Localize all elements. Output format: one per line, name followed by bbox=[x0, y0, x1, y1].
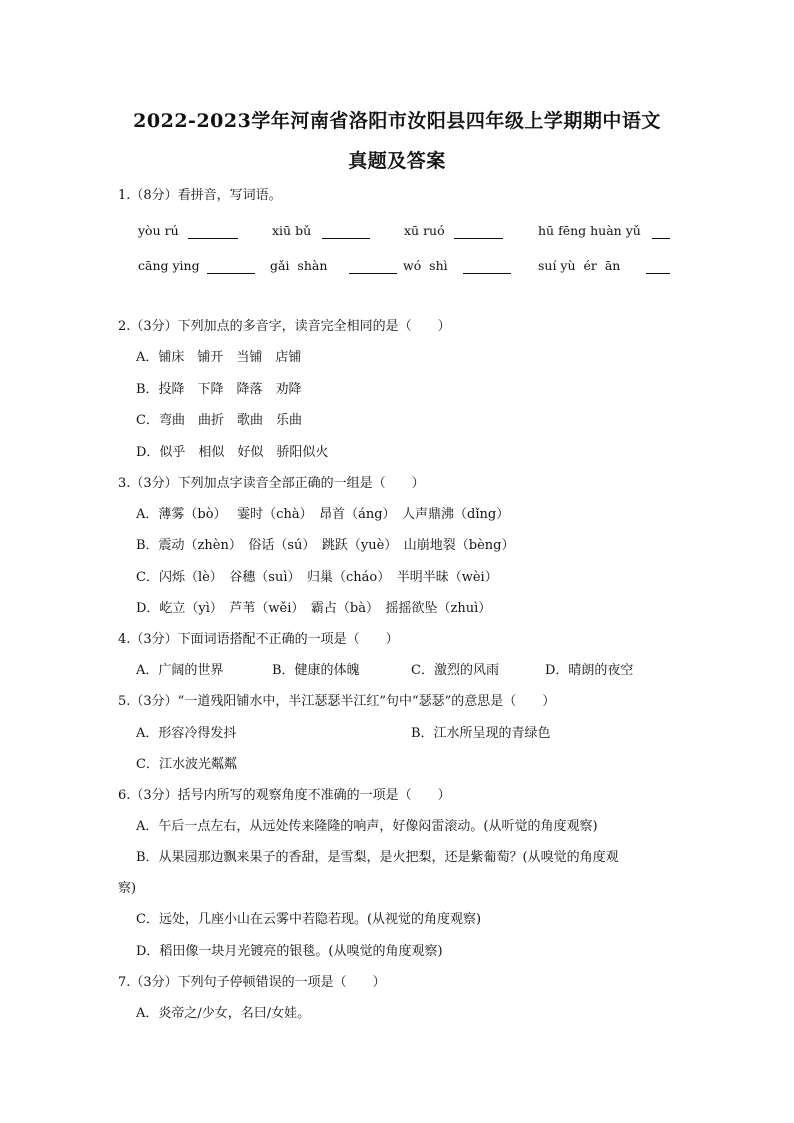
option-a[interactable]: A．薄雾（bò） 霎时（chà） 昂首（áng） 人声鼎沸（dǐng） bbox=[136, 507, 510, 522]
option-b[interactable]: B．震动（zhèn） 俗话（sú） 跳跃（yuè） 山崩地裂（bèng） bbox=[136, 538, 515, 553]
pinyin: xū ruó bbox=[404, 223, 445, 238]
option-b-continued: 察) bbox=[118, 881, 137, 896]
question-1-stem: 1.（8分）看拼音，写词语。 bbox=[118, 188, 282, 203]
answer-blank[interactable] bbox=[322, 226, 370, 239]
option-a[interactable]: A．午后一点左右，从远处传来隆隆的响声，好像闷雷滚动。(从听觉的角度观察) bbox=[136, 819, 598, 834]
answer-blank[interactable] bbox=[454, 226, 503, 239]
option-c[interactable]: C．弯曲 曲折 歌曲 乐曲 bbox=[136, 413, 302, 428]
answer-blank[interactable] bbox=[646, 261, 670, 274]
pinyin: cāng ying bbox=[138, 258, 200, 273]
option-a[interactable]: A．形容冷得发抖 bbox=[136, 726, 237, 741]
option-b[interactable]: B．江水所呈现的青绿色 bbox=[411, 726, 551, 741]
option-d[interactable]: D．似乎 相似 好似 骄阳似火 bbox=[136, 445, 329, 460]
question-6-stem: 6.（3分）括号内所写的观察角度不准确的一项是（ ） bbox=[118, 788, 451, 803]
question-5-stem: 5.（3分）“一道残阳铺水中，半江瑟瑟半江红”句中“瑟瑟”的意思是（ ） bbox=[118, 694, 556, 709]
pinyin: xiū bǔ bbox=[272, 223, 312, 238]
option-c[interactable]: C．闪烁（lè） 谷穗（suì） 归巢（cháo） 半明半昧（wèi） bbox=[136, 570, 498, 585]
option-d[interactable]: D．屹立（yì） 芦苇（wěi） 霸占（bà） 摇摇欲坠（zhuì） bbox=[136, 601, 492, 616]
answer-blank[interactable] bbox=[188, 226, 238, 239]
option-c[interactable]: C．激烈的风雨 bbox=[411, 663, 499, 678]
option-a[interactable]: A．广阔的世界 bbox=[136, 663, 224, 678]
option-b[interactable]: B．健康的体魄 bbox=[272, 663, 360, 678]
question-4-stem: 4.（3分）下面词语搭配不正确的一项是（ ） bbox=[118, 632, 399, 647]
option-b[interactable]: B．从果园那边飘来果子的香甜，是雪梨，是火把梨，还是紫葡萄？(从嗅觉的角度观 bbox=[136, 850, 619, 865]
option-c[interactable]: C．远处，几座小山在云雾中若隐若现。(从视觉的角度观察) bbox=[136, 912, 482, 927]
option-d[interactable]: D．稻田像一块月光镀亮的银毯。(从嗅觉的角度观察) bbox=[136, 944, 443, 959]
document-title-line2: 真题及答案 bbox=[348, 150, 446, 172]
option-a[interactable]: A．铺床 铺开 当铺 店铺 bbox=[136, 350, 302, 365]
option-c[interactable]: C．江水波光粼粼 bbox=[136, 757, 237, 772]
pinyin: wó shì bbox=[403, 258, 448, 273]
question-3-stem: 3.（3分）下列加点字读音全部正确的一组是（ ） bbox=[118, 476, 425, 491]
question-7-stem: 7.（3分）下列句子停顿错误的一项是（ ） bbox=[118, 975, 386, 990]
pinyin: hū fēng huàn yǔ bbox=[538, 223, 641, 238]
answer-blank[interactable] bbox=[349, 261, 397, 274]
option-d[interactable]: D．晴朗的夜空 bbox=[545, 663, 634, 678]
option-b[interactable]: B．投降 下降 降落 劝降 bbox=[136, 382, 302, 397]
pinyin: gǎi shàn bbox=[270, 258, 328, 273]
document-title: 2022-2023学年河南省洛阳市汝阳县四年级上学期期中语文 bbox=[133, 110, 661, 132]
answer-blank[interactable] bbox=[463, 261, 511, 274]
answer-blank[interactable] bbox=[207, 261, 255, 274]
question-2-stem: 2.（3分）下列加点的多音字，读音完全相同的是（ ） bbox=[118, 319, 451, 334]
pinyin: suí yù ér ān bbox=[538, 258, 621, 273]
answer-blank[interactable] bbox=[652, 226, 670, 239]
pinyin: yòu rú bbox=[138, 223, 179, 238]
option-a[interactable]: A．炎帝之/少女，名曰/女娃。 bbox=[136, 1006, 311, 1021]
